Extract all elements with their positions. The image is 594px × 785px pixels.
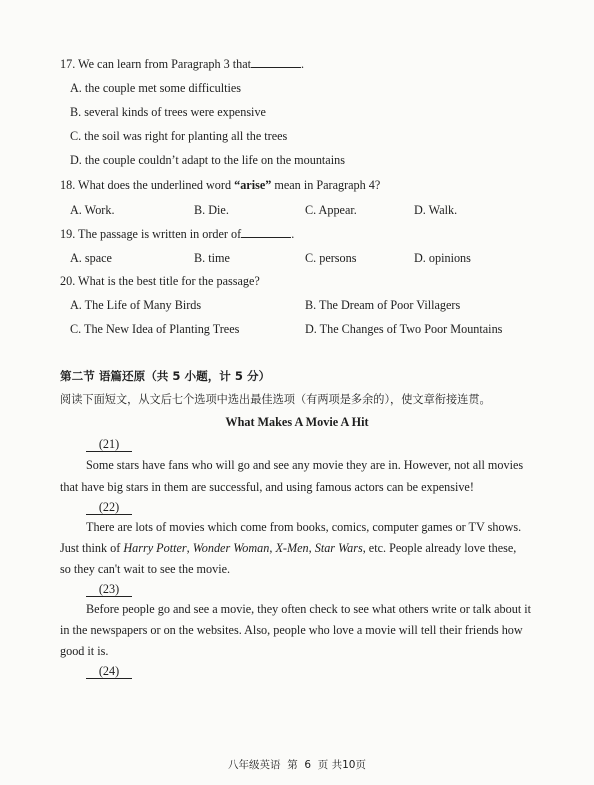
q20-option-a: A. The Life of Many Birds <box>70 298 202 312</box>
paragraph-3-line-2: in the newspapers or on the websites. Also, people who love a movie will tell their friends how <box>60 623 523 637</box>
title-harry-potter: Harry Potter <box>123 541 187 555</box>
q19-option-b: B. time <box>194 251 230 265</box>
footer-page-number: 6 <box>304 759 312 771</box>
question-text: 19. The passage is written in order of <box>60 227 242 241</box>
q19-option-a: A. space <box>70 251 112 265</box>
q18-option-d: D. Walk. <box>414 203 458 217</box>
q18-option-a: A. Work. <box>70 203 115 217</box>
paragraph-2-line-2 <box>60 541 516 555</box>
comma: , <box>186 541 193 555</box>
question-20-stem: 20. What is the best title for the passage? <box>60 274 260 288</box>
page-footer <box>0 758 594 772</box>
question-19-stem <box>60 226 294 241</box>
section-instruction: 阅读下面短文，从文后七个选项中选出最佳选项（有两项是多余的），使文章衔接连贯。 <box>60 393 491 406</box>
question-18-stem <box>60 178 380 192</box>
blank-22: (22) <box>86 500 132 515</box>
question-tail: . <box>291 227 295 241</box>
blank-21: (21) <box>86 437 132 452</box>
question-17-stem <box>60 56 304 71</box>
question-text-end: mean in Paragraph 4? <box>271 178 381 192</box>
q18-option-c: C. Appear. <box>305 203 357 217</box>
paragraph-1-line-2: that have big stars in them are successful, and using famous actors can be expensive! <box>60 480 474 494</box>
question-text: 17. We can learn from Paragraph 3 that <box>60 57 252 71</box>
q18-option-b: B. Die. <box>194 203 229 217</box>
paragraph-3-line-3: good it is. <box>60 644 109 658</box>
title-star-wars: Star Wars <box>314 541 363 555</box>
passage-title: What Makes A Movie A Hit <box>225 415 369 429</box>
q17-option-c: C. the soil was right for planting all the trees <box>70 129 288 143</box>
footer-ye: 页 <box>317 759 329 771</box>
q19-option-d: D. opinions <box>414 251 471 265</box>
comma: , <box>308 541 315 555</box>
q17-option-d: D. the couple couldn’t adapt to the life on the mountains <box>70 153 345 167</box>
q17-option-a: A. the couple met some difficulties <box>70 81 242 95</box>
blank-23: (23) <box>86 582 132 597</box>
paragraph-3-line-1: Before people go and see a movie, they often check to see what others write or talk about it <box>86 602 532 616</box>
q19-option-c: C. persons <box>305 251 357 265</box>
q20-option-c: C. The New Idea of Planting Trees <box>70 322 240 336</box>
answer-blank <box>241 226 291 238</box>
paragraph-2-line-1: There are lots of movies which come from books, comics, computer games or TV shows. <box>86 520 522 534</box>
answer-blank <box>251 56 301 68</box>
paragraph-1-line-1: Some stars have fans who will go and see any movie they are in. However, not all movies <box>86 458 524 472</box>
blank-24: (24) <box>86 664 132 679</box>
question-tail: . <box>301 57 305 71</box>
footer-di: 第 <box>287 759 298 771</box>
q20-option-d: D. The Changes of Two Poor Mountains <box>305 322 503 336</box>
footer-total-pages: 共10页 <box>331 759 366 771</box>
q17-option-b: B. several kinds of trees were expensive <box>70 105 266 119</box>
question-text: 18. What does the underlined word <box>60 178 235 192</box>
text-span: , etc. People already love these, <box>362 541 517 555</box>
paragraph-2-line-3: so they can't wait to see the movie. <box>60 562 231 576</box>
title-wonder-woman: Wonder Woman <box>192 541 270 555</box>
underlined-word: “arise” <box>234 178 272 192</box>
comma: , <box>269 541 276 555</box>
title-x-men: X-Men <box>275 541 309 555</box>
section-heading: 第二节 语篇还原（共 5 小题，计 5 分） <box>60 369 271 383</box>
text-span: Just think of <box>60 541 124 555</box>
footer-subject: 八年级英语 <box>228 759 281 771</box>
q20-option-b: B. The Dream of Poor Villagers <box>305 298 461 312</box>
